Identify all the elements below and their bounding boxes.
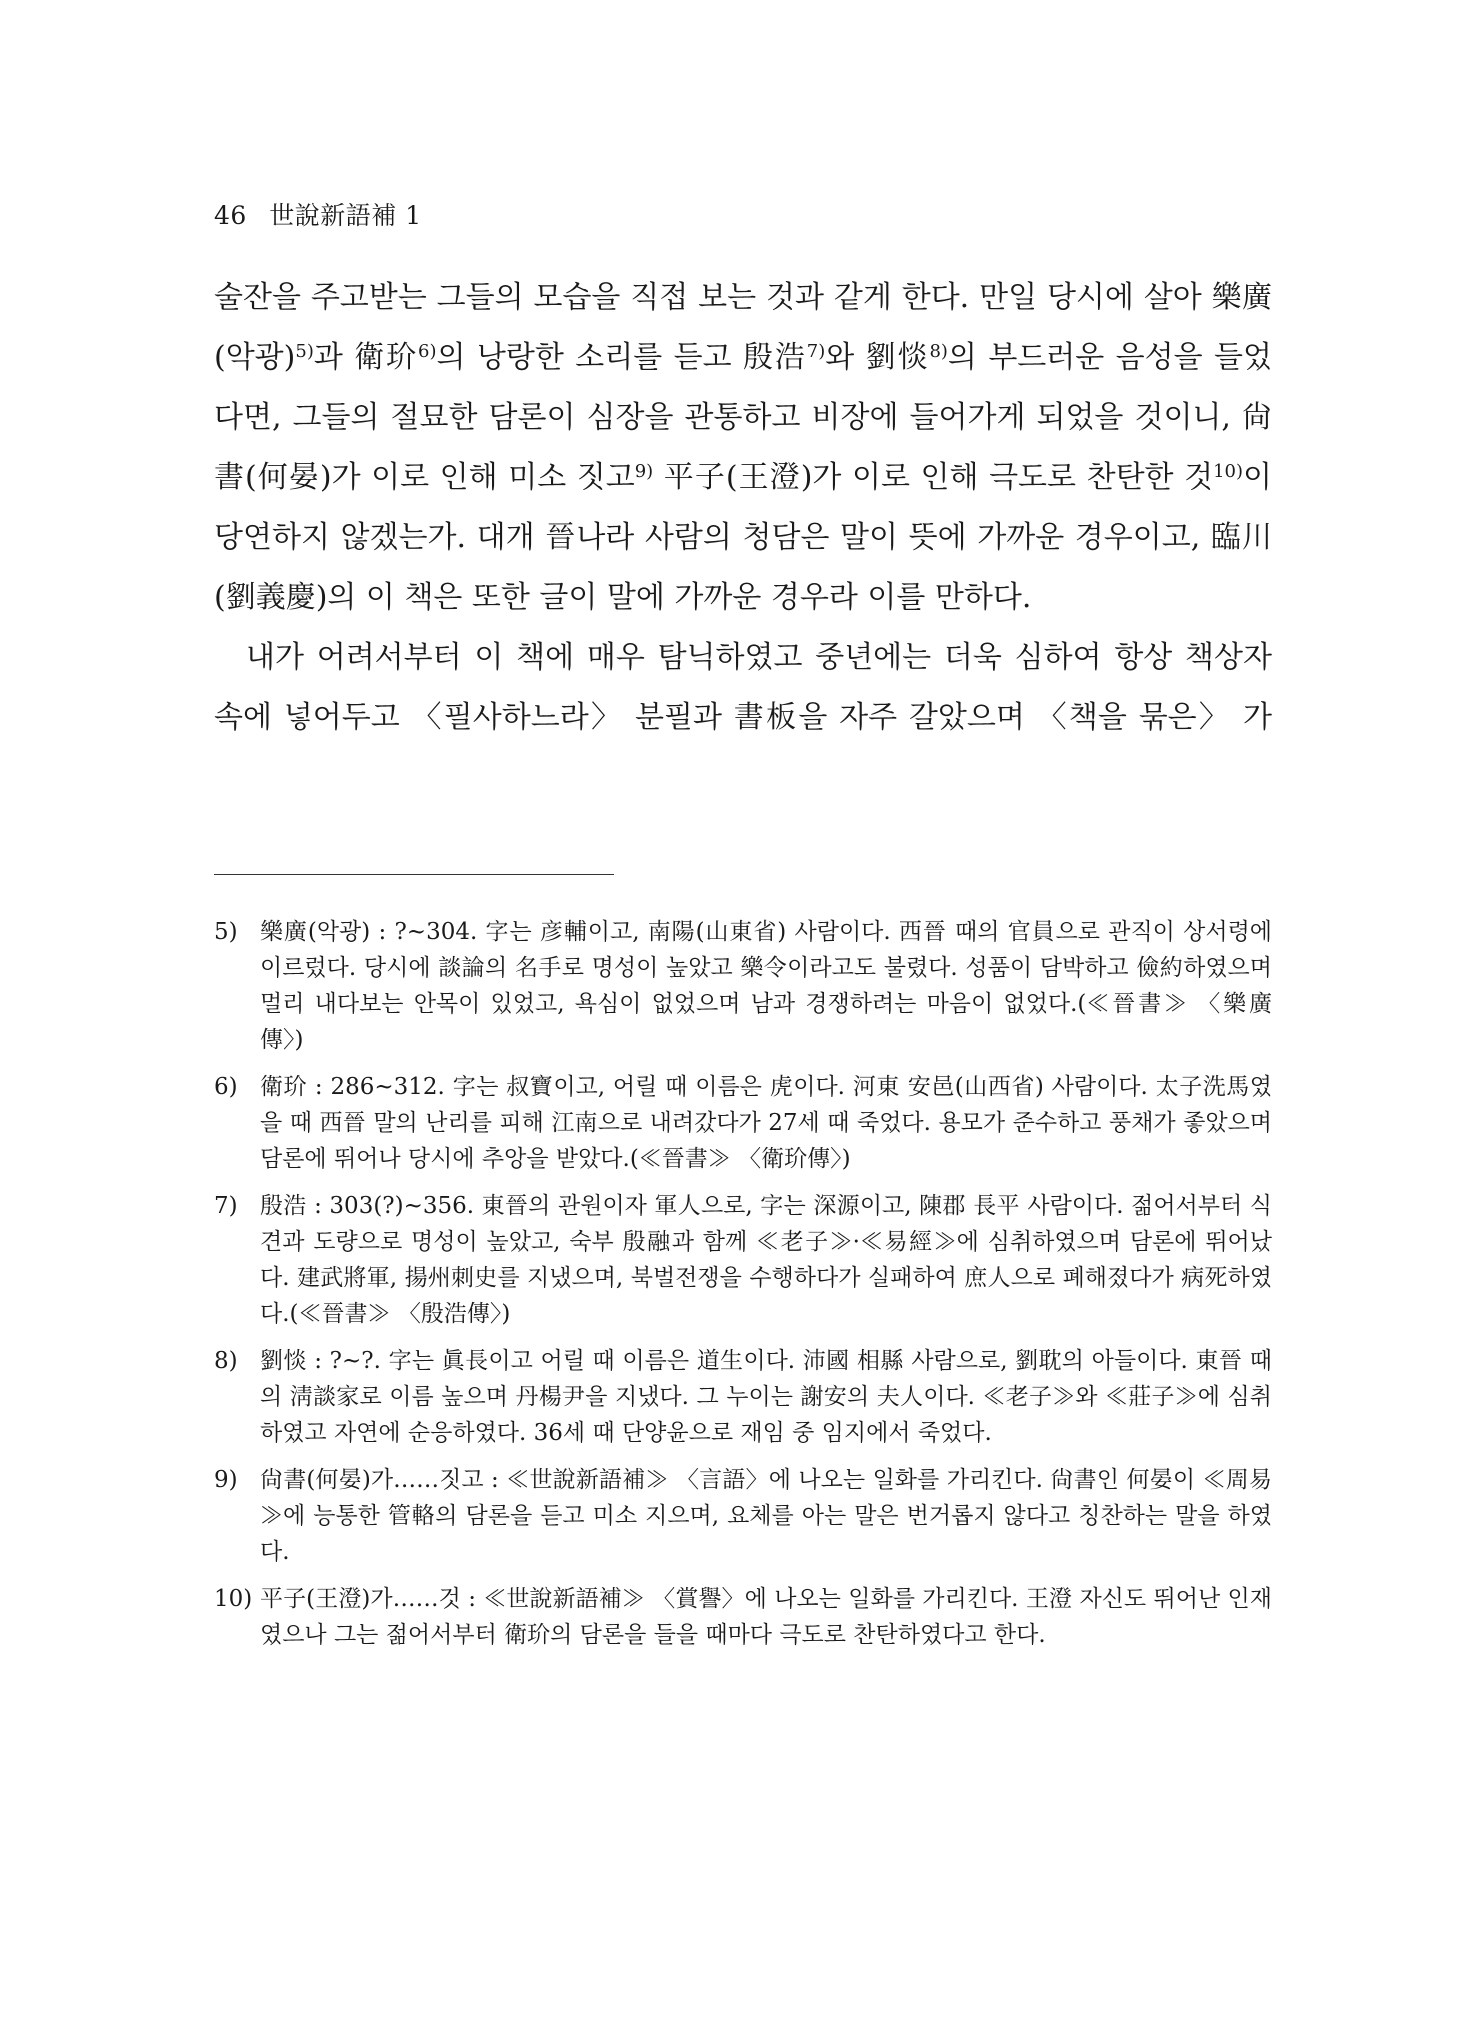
p1-text-e: 의 부드러운 음성을 들었다면, 그들의 절묘한 담론이 심장을 관통하고 비장에 들어가게 되었을 것이니, 尙書(何晏)가 이로 인해 미소 짓고 xyxy=(214,340,1272,495)
book-title: 世說新語補 1 xyxy=(269,201,422,230)
p1-text-c: 의 낭랑한 소리를 듣고 殷浩 xyxy=(436,340,807,375)
footnote xyxy=(214,1343,1272,1451)
footnotes xyxy=(214,914,1272,1664)
p1-text-d: 와 劉惔 xyxy=(825,340,930,375)
p1-text-b: 과 衛玠 xyxy=(313,340,419,375)
note-ref-9: 9) xyxy=(634,461,654,483)
footnote-text: 殷浩 : 303(?)~356. 東晉의 관원이자 軍人으로, 字는 深源이고, 陳郡 長平 사람이다. 젊어서부터 식견과 도량으로 명성이 높았고, 숙부 殷融과 함께 ≪老子≫·≪易經≫에 심취하였으며 담론에 뛰어났다. 建武將軍, 揚州刺史를 지냈으며, 북벌전쟁을 수행하다가 실패하여 庶人으로 폐해졌다가 病死하였다.(≪晉書≫ 〈殷浩傳〉) xyxy=(260,1193,1272,1327)
footnote-text: 平子(王澄)가……것 : ≪世說新語補≫ 〈賞譽〉에 나오는 일화를 가리킨다. 王澄 자신도 뛰어난 인재였으나 그는 젊어서부터 衛玠의 담론을 들을 때마다 극도로 찬탄하였다고 한다. xyxy=(260,1586,1272,1648)
note-ref-10: 10) xyxy=(1213,461,1244,483)
paragraph-1 xyxy=(214,268,1272,628)
footnote-text: 衛玠 : 286~312. 字는 叔寶이고, 어릴 때 이름은 虎이다. 河東 安邑(山西省) 사람이다. 太子洗馬였을 때 西晉 말의 난리를 피해 江南으로 내려갔다가 27세 때 죽었다. 용모가 준수하고 풍채가 좋았으며 담론에 뛰어나 당시에 추앙을 받았다.(≪晉書≫ 〈衛玠傳〉) xyxy=(260,1074,1272,1172)
note-ref-6: 6) xyxy=(418,341,437,363)
main-text xyxy=(214,268,1272,748)
footnote-text: 樂廣(악광) : ?~304. 字는 彦輔이고, 南陽(山東省) 사람이다. 西晉 때의 官員으로 관직이 상서령에 이르렀다. 당시에 談論의 名手로 명성이 높았고 樂令이라고도 불렸다. 성품이 담박하고 儉約하였으며 멀리 내다보는 안목이 있었고, 욕심이 없었으며 남과 경쟁하려는 마음이 없었다.(≪晉書≫ 〈樂廣傳〉) xyxy=(260,919,1272,1053)
footnote-text: 尙書(何晏)가……짓고 : ≪世說新語補≫ 〈言語〉에 나오는 일화를 가리킨다. 尙書인 何晏이 ≪周易≫에 능통한 管輅의 담론을 듣고 미소 지으며, 요체를 아는 말은 번거롭지 않다고 칭찬하는 말을 하였다. xyxy=(260,1467,1272,1565)
footnote-number: 6) xyxy=(214,1074,238,1100)
page-number: 46 xyxy=(214,201,247,230)
note-ref-7: 7) xyxy=(806,341,826,363)
footnote-text: 劉惔 : ?~?. 字는 眞長이고 어릴 때 이름은 道生이다. 沛國 相縣 사람으로, 劉耽의 아들이다. 東晉 때의 淸談家로 이름 높으며 丹楊尹을 지냈다. 그 누이는 謝安의 夫人이다. ≪老子≫와 ≪莊子≫에 심취하였고 자연에 순응하였다. 36세 때 단양윤으로 재임 중 임지에서 죽었다. xyxy=(260,1348,1272,1446)
footnote-divider xyxy=(214,874,614,875)
p1-text-f: 平子(王澄)가 이로 인해 극도로 찬탄한 것 xyxy=(653,460,1214,495)
footnote xyxy=(214,1462,1272,1570)
footnote xyxy=(214,1188,1272,1332)
footnote-number: 9) xyxy=(214,1467,238,1493)
footnote xyxy=(214,914,1272,1058)
footnote xyxy=(214,1581,1272,1653)
paragraph-2: 내가 어려서부터 이 책에 매우 탐닉하였고 중년에는 더욱 심하여 항상 책상자 속에 넣어두고 〈필사하느라〉 분필과 書板을 자주 갈았으며 〈책을 묶은〉 가 xyxy=(214,640,1272,735)
p1-text-a: 술잔을 주고받는 그들의 모습을 직접 보는 것과 같게 한다. 만일 당시에 살아 樂廣(악광) xyxy=(214,280,1272,375)
footnote-number: 10) xyxy=(214,1586,253,1612)
footnote xyxy=(214,1069,1272,1177)
footnote-number: 8) xyxy=(214,1348,238,1374)
footnote-number: 7) xyxy=(214,1193,238,1219)
footnote-number: 5) xyxy=(214,919,238,945)
p1-text-g: 이 당연하지 않겠는가. 대개 晉나라 사람의 청담은 말이 뜻에 가까운 경우이고, 臨川(劉義慶)의 이 책은 또한 글이 말에 가까운 경우라 이를 만하다. xyxy=(214,460,1273,615)
note-ref-5: 5) xyxy=(295,341,314,363)
note-ref-8: 8) xyxy=(929,341,948,363)
running-header xyxy=(214,196,422,232)
